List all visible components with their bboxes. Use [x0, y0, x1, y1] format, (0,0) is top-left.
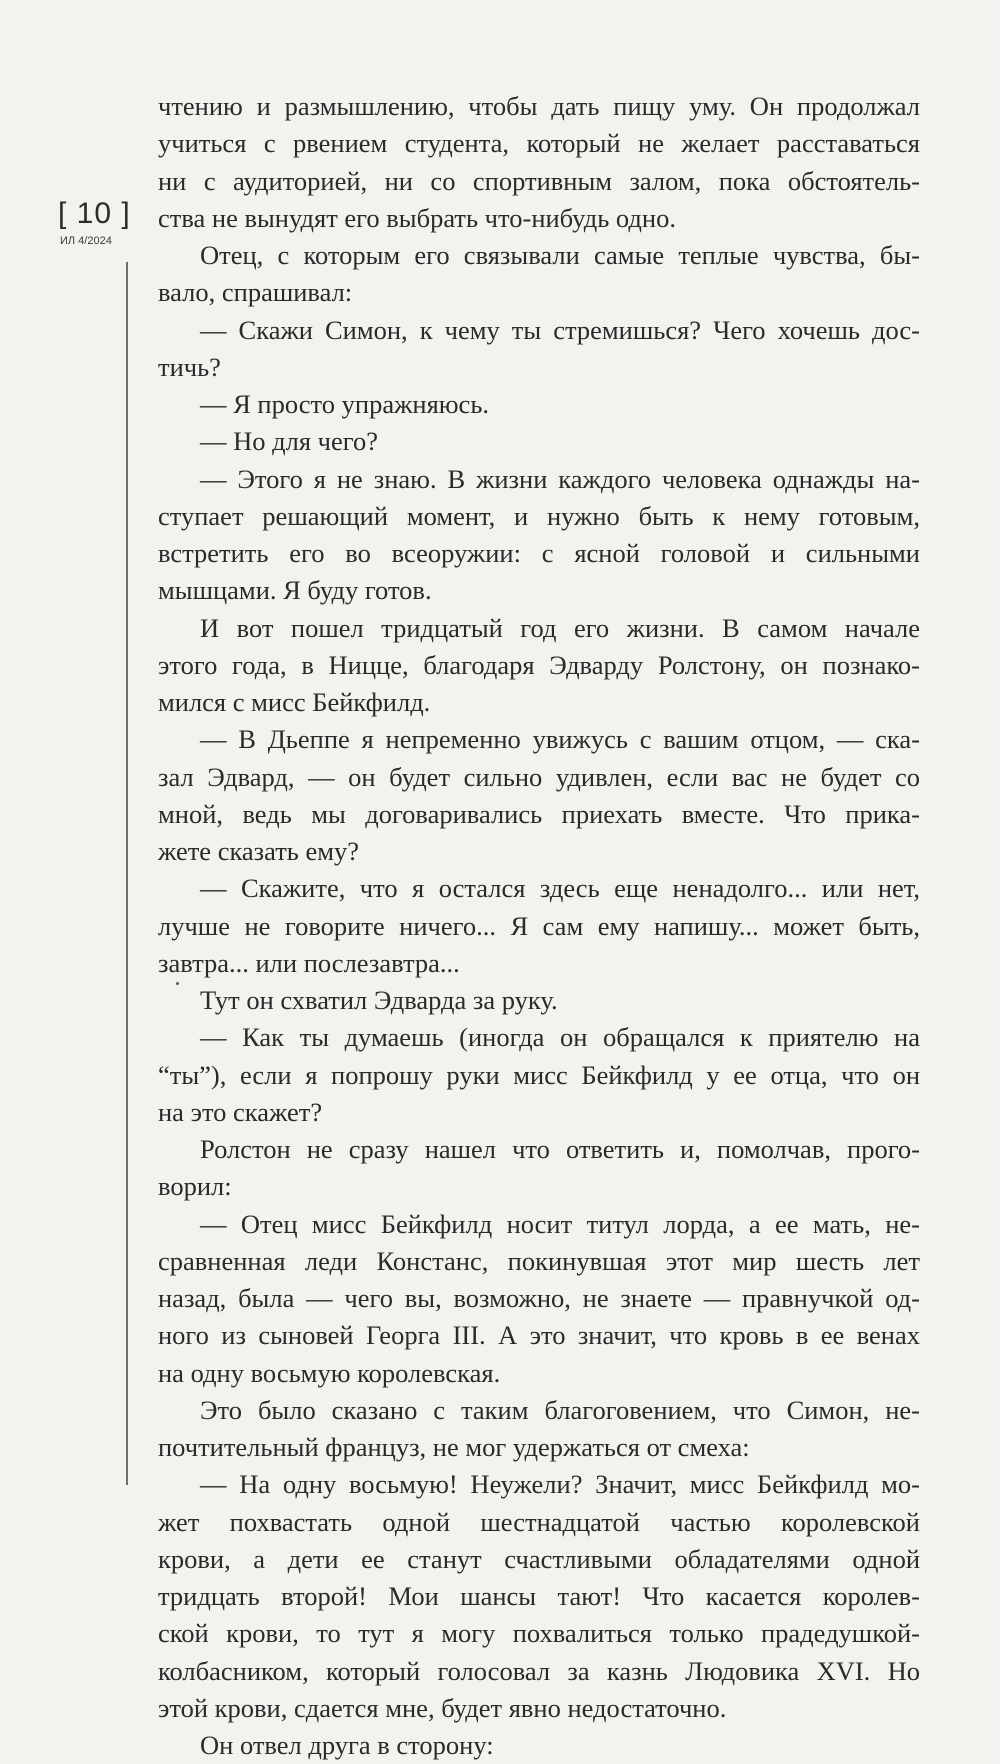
- text-line: завтра... или послезавтра...: [158, 947, 460, 978]
- text-line: этого года, в Ницце, благодаря Эдварду Ролстону, он познако-: [158, 649, 920, 680]
- text-line: мышцами. Я буду готов.: [158, 575, 432, 606]
- text-line: мился с мисс Бейкфилд.: [158, 687, 431, 717]
- text-line: — В Дьеппе я непременно увижусь с вашим отцом, — ска-: [200, 724, 920, 755]
- text-line: мной, ведь мы договаривались приехать вместе. Что прика-: [158, 798, 920, 829]
- text-line: И вот пошел тридцатый год его жизни. В самом начале: [200, 612, 920, 643]
- text-line: Отец, с которым его связывали самые теплые чувства, бы-: [200, 240, 920, 270]
- text-line: — Но для чего?: [200, 426, 378, 457]
- text-line: лучше не говорите ничего... Я сам ему напишу... может быть,: [158, 910, 920, 941]
- text-line: — На одну восьмую! Неужели? Значит, мисс Бейкфилд мо-: [200, 1469, 920, 1500]
- margin-rule: [126, 262, 128, 1485]
- text-line: зал Эдвард, — он будет сильно удивлен, если вас не будет со: [158, 761, 920, 792]
- text-line: — Скажи Симон, к чему ты стремишься? Чего хочешь дос-: [200, 314, 920, 345]
- text-line: назад, была — чего вы, возможно, не знаете — правнучкой од-: [158, 1283, 920, 1313]
- text-line: — Я просто упражняюсь.: [200, 389, 490, 419]
- text-line: ства не вынудят его выбрать что-нибудь одно.: [158, 202, 676, 233]
- text-line: тичь?: [158, 351, 221, 382]
- text-line: — Этого я не знаю. В жизни каждого человека однажды на-: [200, 463, 920, 494]
- text-line: вало, спрашивал:: [158, 277, 353, 308]
- text-line: почтительный француз, не мог удержаться от смеха:: [158, 1432, 750, 1462]
- text-line: крови, а дети ее станут счастливыми обладателями одной: [158, 1543, 920, 1574]
- text-line: Тут он схватил Эдварда за руку.: [200, 985, 558, 1015]
- text-line: ской крови, то тут я могу похвалиться только прадедушкой-: [158, 1618, 920, 1649]
- text-line: Это было сказано с таким благоговением, что Симон, не-: [200, 1394, 920, 1425]
- text-line: “ты”), если я попрошу руки мисс Бейкфилд у ее отца, что он: [158, 1059, 920, 1090]
- text-line: — Как ты думаешь (иногда он обращался к приятелю на: [200, 1022, 920, 1053]
- text-line: — Отец мисс Бейкфилд носит титул лорда, а ее мать, не-: [200, 1208, 920, 1239]
- text-line: ни с аудиторией, ни со спортивным залом, пока обстоятель-: [158, 165, 920, 196]
- text-line: — Скажите, что я остался здесь еще ненадолго... или нет,: [200, 873, 920, 904]
- text-line: на это скажет?: [158, 1096, 323, 1127]
- text-line: Ролстон не сразу нашел что ответить и, помолчав, прого-: [200, 1134, 920, 1164]
- text-line: учиться с рвением студента, который не желает расставаться: [158, 128, 920, 159]
- body-text: [158, 88, 920, 1764]
- text-line: встретить его во всеоружии: с ясной головой и сильными: [158, 538, 920, 568]
- folio: [58, 196, 131, 248]
- text-line: колбасником, который голосовал за казнь Людовика XVI. Но: [158, 1655, 920, 1686]
- text-line: ступает решающий момент, и нужно быть к нему готовым,: [158, 500, 920, 531]
- text-line: жете сказать ему?: [158, 836, 360, 866]
- page-number: [ 10 ]: [58, 197, 131, 230]
- text-line: ного из сыновей Георга III. А это значит, что кровь в ее венах: [158, 1320, 920, 1351]
- text-line: чтению и размышлению, чтобы дать пищу уму. Он продолжал: [158, 91, 920, 121]
- text-line: Он отвел друга в сторону:: [200, 1730, 494, 1760]
- text-line: ворил:: [158, 1171, 232, 1202]
- text-line: этой крови, сдается мне, будет явно недостаточно.: [158, 1692, 727, 1723]
- text-line: тридцать второй! Мои шансы тают! Что касается королев-: [158, 1581, 920, 1611]
- text-line: жет похвастать одной шестнадцатой частью королевской: [158, 1506, 920, 1537]
- journal-issue: ИЛ 4/2024: [60, 235, 112, 247]
- text-line: на одну восьмую королевская.: [158, 1357, 501, 1388]
- text-line: сравненная леди Констанс, покинувшая этот мир шесть лет: [158, 1245, 920, 1276]
